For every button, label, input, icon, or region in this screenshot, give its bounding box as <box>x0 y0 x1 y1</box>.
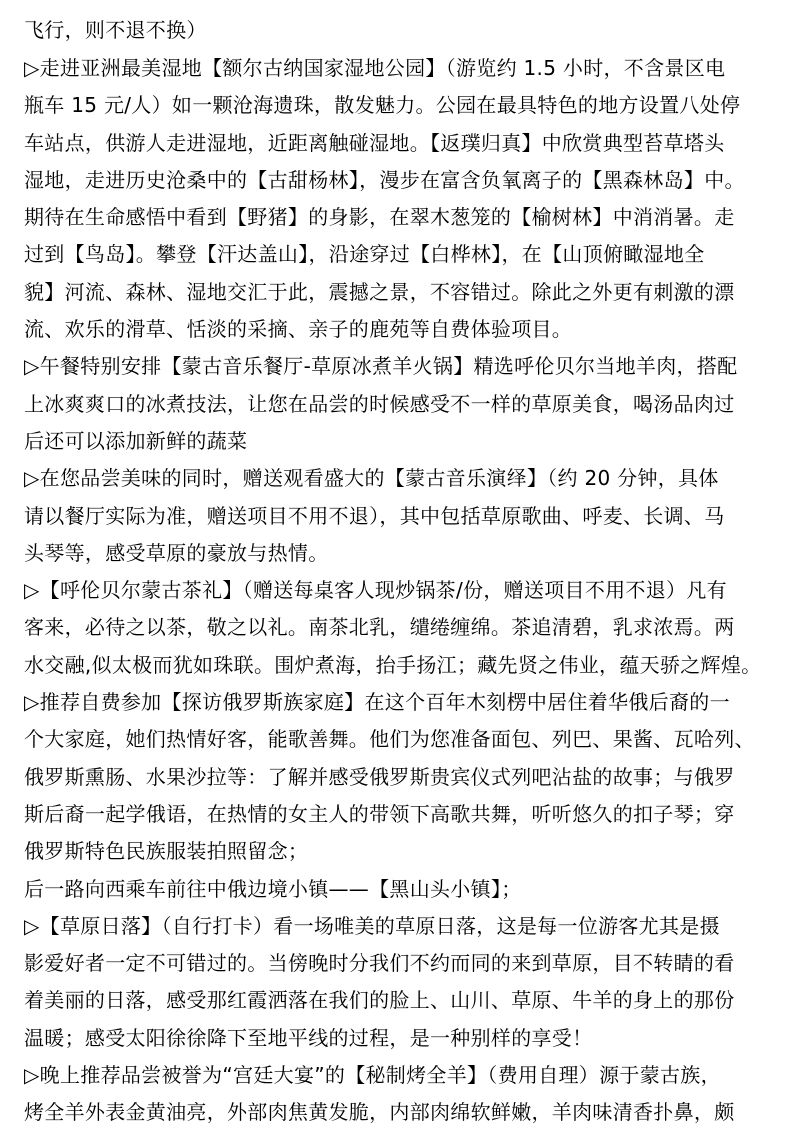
text-line: 个大家庭，她们热情好客，能歌善舞。他们为您准备面包、列巴、果酱、瓦哈列、 <box>24 727 755 752</box>
text-line: 烤全羊外表金黄油亮，外部肉焦黄发脆，内部肉绵软鲜嫩，羊肉味清香扑鼻，颇 <box>24 1100 735 1125</box>
text-line: 头琴等，感受草原的豪放与热情。 <box>24 540 329 565</box>
text-line: ▷【呼伦贝尔蒙古茶礼】（赠送每桌客人现炒锅茶/份，赠送项目不用不退）凡有 <box>24 578 727 603</box>
text-line: 俄罗斯熏肠、水果沙拉等：了解并感受俄罗斯贵宾仪式列吧沾盐的故事；与俄罗 <box>24 764 735 789</box>
text-line: ▷【草原日落】（自行打卡）看一场唯美的草原日落，这是每一位游客尤其是摄 <box>24 913 720 938</box>
text-line: 斯后裔一起学俄语，在热情的女主人的带领下高歌共舞，听听悠久的扣子琴；穿 <box>24 801 735 826</box>
text-line: 后一路向西乘车前往中俄边境小镇——【黑山头小镇】； <box>24 876 522 901</box>
text-line: 上冰爽爽口的冰煮技法，让您在品尝的时候感受不一样的草原美食，喝汤品肉过 <box>24 391 735 416</box>
text-line: ▷午餐特别安排【蒙古音乐餐厅-草原冰煮羊火锅】精选呼伦贝尔当地羊肉，搭配 <box>24 354 738 379</box>
text-line: 车站点，供游人走进湿地，近距离触碰湿地。【返璞归真】中欣赏典型苔草塔头 <box>24 130 725 155</box>
text-line: 着美丽的日落，感受那红霞洒落在我们的脸上、山川、草原、牛羊的身上的那份 <box>24 988 735 1013</box>
text-line: 流、欢乐的滑草、恬淡的采摘、亲子的鹿苑等自费体验项目。 <box>24 317 573 342</box>
text-line: ▷晚上推荐品尝被誉为“宫廷大宴”的【秘制烤全羊】（费用自理）源于蒙古族， <box>24 1063 721 1088</box>
text-line: 期待在生命感悟中看到【野猪】的身影，在翠木葱笼的【榆树林】中消消暑。走 <box>24 205 735 230</box>
text-line: 湿地，走进历史沧桑中的【古甜杨林】，漫步在富含负氧离子的【黑森林岛】中。 <box>24 167 745 192</box>
text-line: 瓶车 15 元/人）如一颗沧海遗珠，散发魅力。公园在最具特色的地方设置八处停 <box>24 93 741 118</box>
text-line: 后还可以添加新鲜的蔬菜 <box>24 428 248 453</box>
text-line: 飞行，则不退不换） <box>24 18 207 42</box>
text-line: 过到【鸟岛】。攀登【汗达盖山】，沿途穿过【白桦林】，在【山顶俯瞰湿地全 <box>24 242 705 267</box>
text-line: 请以餐厅实际为准，赠送项目不用不退），其中包括草原歌曲、呼麦、长调、马 <box>24 503 725 528</box>
text-line: 温暖；感受太阳徐徐降下至地平线的过程，是一种别样的享受！ <box>24 1025 593 1050</box>
text-line: ▷推荐自费参加【探访俄罗斯族家庭】在这个百年木刻楞中居住着华俄后裔的一 <box>24 690 730 715</box>
text-line: 貌】河流、森林、湿地交汇于此，震撼之景，不容错过。除此之外更有刺激的漂 <box>24 279 735 304</box>
text-line: 客来，必待之以茶，敬之以礼。南茶北乳，缱绻缠绵。茶追清碧，乳求浓焉。两 <box>24 615 735 640</box>
text-line: 水交融,似太极而犹如珠联。围炉煮海，抬手扬江；藏先贤之伟业，蕴天骄之辉煌。 <box>24 652 762 677</box>
text-line: 俄罗斯特色民族服装拍照留念； <box>24 839 309 864</box>
text-line: ▷在您品尝美味的同时，赠送观看盛大的【蒙古音乐演绎】（约 20 分钟，具体 <box>24 466 719 491</box>
text-line: ▷走进亚洲最美湿地【额尔古纳国家湿地公园】（游览约 1.5 小时，不含景区电 <box>24 56 726 80</box>
document-body <box>24 0 774 1132</box>
text-line: 影爱好者一定不可错过的。当傍晚时分我们不约而同的来到草原，目不转睛的看 <box>24 951 735 976</box>
